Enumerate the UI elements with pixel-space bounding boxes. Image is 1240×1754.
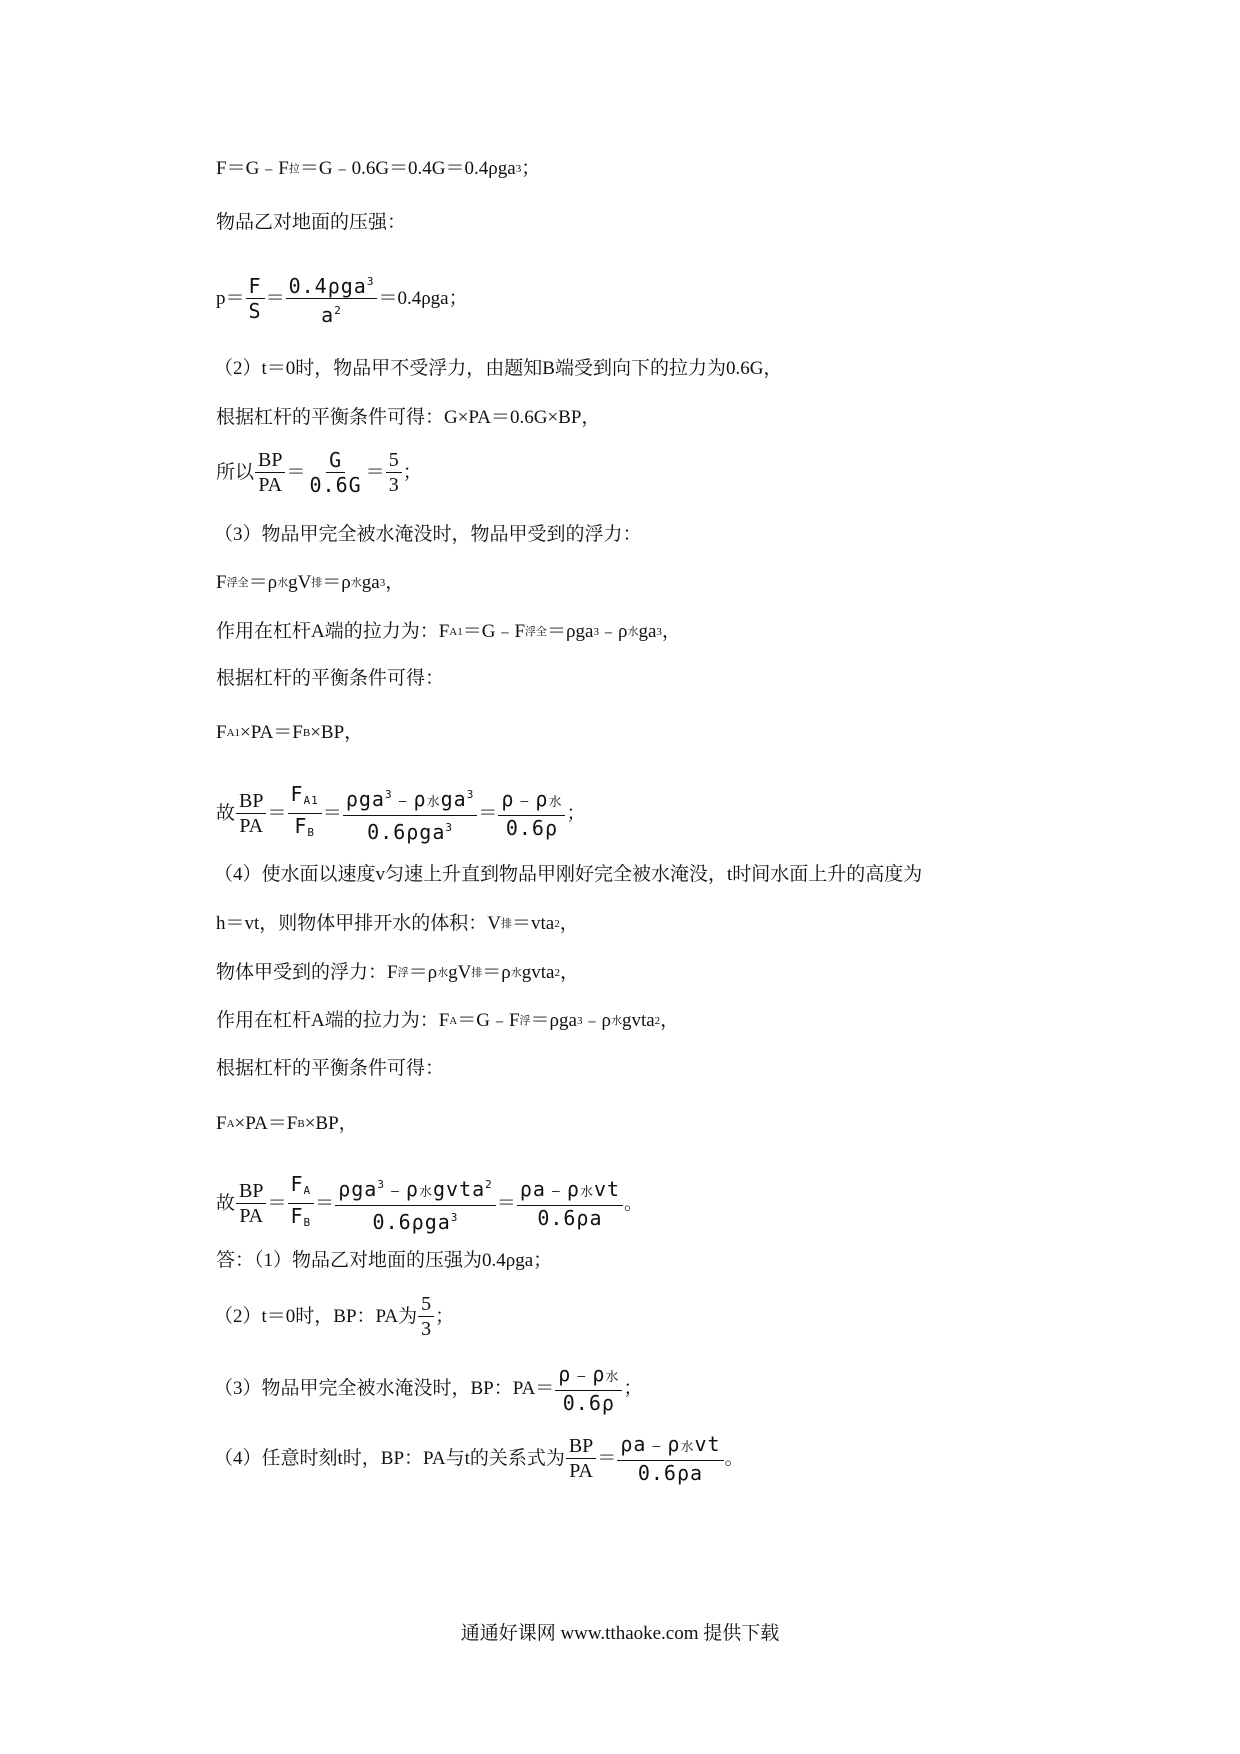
- text: （3）物品甲完全被水淹没时，BP：PA＝: [214, 1377, 555, 1399]
- fraction: [288, 1172, 315, 1235]
- text: gV: [288, 572, 312, 593]
- fraction: [335, 1173, 496, 1234]
- text: 物体甲受到的浮力：F: [216, 962, 398, 983]
- superscript: 3: [576, 1015, 583, 1027]
- subscript: 排: [311, 577, 323, 589]
- footer-source: 通通好课网 www.tthaoke.com 提供下载: [460, 1623, 780, 1644]
- denominator: 3: [388, 474, 399, 496]
- subscript: A: [303, 1184, 312, 1197]
- text: ga: [361, 572, 380, 593]
- fraction: [246, 274, 265, 323]
- paragraph: （3）物品甲完全被水淹没时，物品甲受到的浮力：: [214, 524, 642, 545]
- paragraph: （4）使水面以速度v匀速上升直到物品甲刚好完全被水淹没，t时间水面上升的高度为: [214, 864, 923, 885]
- answer-2: [214, 1292, 454, 1341]
- paragraph: 根据杠杆的平衡条件可得：: [216, 668, 445, 689]
- denominator: PA: [239, 815, 264, 837]
- fraction: [236, 1179, 266, 1228]
- text: F: [290, 782, 304, 806]
- text: 。: [724, 1447, 744, 1469]
- text: ×PA＝F: [234, 1113, 298, 1134]
- fraction: [517, 1177, 623, 1230]
- text: ，: [660, 1010, 680, 1031]
- fraction: [566, 1434, 596, 1483]
- fraction: [255, 448, 285, 497]
- text: ﹣ρ: [392, 787, 427, 811]
- text: ρga: [338, 1177, 378, 1201]
- subscript: 水: [627, 626, 639, 638]
- denominator: [291, 814, 318, 845]
- subscript: 浮全: [525, 626, 548, 638]
- text: ρa﹣ρ: [620, 1432, 681, 1456]
- subscript: 浮: [519, 1015, 531, 1027]
- denominator: PA: [239, 1205, 264, 1227]
- subscript: A1: [449, 626, 463, 638]
- text: 作用在杠杆A端的拉力为：F: [216, 621, 450, 642]
- equation-buoyancy-t: [216, 960, 579, 986]
- fraction: [288, 782, 322, 845]
- numerator: [343, 783, 478, 816]
- text: ×BP，: [304, 1113, 358, 1134]
- text: F: [216, 722, 227, 743]
- denominator: [364, 816, 456, 844]
- text: F: [216, 1113, 227, 1134]
- denominator: 0.6ρ: [505, 816, 558, 840]
- text: ＝: [365, 461, 385, 483]
- subscript: 水: [680, 1440, 695, 1455]
- text: （2）t＝0时，BP：PA为: [214, 1305, 418, 1327]
- text: gvta: [433, 1177, 486, 1201]
- superscript: 3: [515, 163, 522, 175]
- superscript: 2: [654, 1015, 661, 1027]
- text: vt: [694, 1432, 721, 1456]
- text: F: [294, 814, 308, 838]
- text: ＝ρ: [482, 962, 511, 983]
- text: ﹣ρ: [384, 1177, 419, 1201]
- text: ；: [435, 1305, 455, 1327]
- text: ＝ρ: [408, 962, 438, 983]
- numerator: [498, 787, 565, 816]
- superscript: 2: [554, 918, 560, 930]
- text: gvta: [521, 962, 555, 983]
- fraction: [307, 448, 365, 497]
- subscript: 水: [548, 795, 563, 810]
- fraction: [343, 783, 478, 844]
- text: F: [290, 1204, 304, 1228]
- text: ；: [521, 158, 541, 179]
- numerator: [555, 1362, 622, 1391]
- subscript: 水: [418, 1185, 433, 1200]
- superscript: 3: [593, 626, 599, 638]
- subscript: 水: [426, 795, 441, 810]
- paragraph: （2）t＝0时，物品甲不受浮力，由题知B端受到向下的拉力为0.6G，: [214, 358, 783, 379]
- text: ＝ρga: [530, 1010, 577, 1031]
- text: ＝: [265, 287, 285, 309]
- superscript: 3: [366, 275, 375, 288]
- text: ；: [402, 461, 422, 483]
- text: 0.6ρga: [367, 820, 446, 844]
- subscript: A1: [226, 727, 241, 739]
- superscript: 3: [466, 788, 475, 801]
- equation-pull: [216, 619, 681, 645]
- text: 故: [216, 802, 236, 824]
- denominator: [370, 1206, 462, 1234]
- denominator: 0.6ρa: [537, 1206, 603, 1230]
- equation-pressure: [216, 270, 468, 327]
- superscript: 3: [384, 788, 393, 801]
- text: ρa﹣ρ: [519, 1177, 580, 1201]
- subscript: A: [226, 1118, 235, 1130]
- answer-1: 答：（1）物品乙对地面的压强为0.4ρga；: [216, 1250, 553, 1271]
- text: ＝: [267, 1192, 287, 1214]
- denominator: 0.6G: [309, 473, 362, 497]
- equation-pull-t: [216, 1008, 679, 1034]
- subscript: 水: [605, 1370, 620, 1385]
- text: h＝vt，则物体甲排开水的体积：V: [216, 913, 502, 934]
- equation-volume: [216, 911, 579, 937]
- numerator: G: [326, 448, 345, 473]
- numerator: [517, 1177, 623, 1206]
- denominator: PA: [258, 474, 283, 496]
- text: ；: [623, 1377, 643, 1399]
- numerator: [288, 782, 322, 814]
- subscript: 浮: [397, 967, 409, 979]
- text: ，: [560, 962, 580, 983]
- denominator: 3: [421, 1318, 432, 1340]
- numerator: BP: [255, 448, 285, 473]
- fraction: [236, 789, 266, 838]
- text: ，: [559, 913, 579, 934]
- numerator: BP: [236, 1179, 266, 1204]
- denominator: PA: [569, 1460, 593, 1482]
- text: F: [290, 1172, 304, 1196]
- text: 所以: [216, 461, 255, 483]
- text: ＝: [286, 461, 306, 483]
- text: ×BP，: [310, 722, 364, 743]
- text: ＝ρ: [322, 572, 351, 593]
- text: ＝: [597, 1447, 617, 1469]
- equation-ratio-t: [216, 1172, 643, 1235]
- subscript: 水: [350, 577, 362, 589]
- denominator: S: [248, 299, 262, 323]
- text: ga: [440, 787, 467, 811]
- subscript: A1: [303, 794, 319, 807]
- text: 作用在杠杆A端的拉力为：F: [216, 1010, 450, 1031]
- equation-lever: [216, 720, 363, 746]
- numerator: BP: [236, 789, 266, 814]
- numerator: [617, 1432, 723, 1461]
- equation-ratio: [216, 448, 422, 497]
- text: gvta: [621, 1010, 655, 1031]
- superscript: 3: [656, 626, 662, 638]
- fraction: [286, 270, 378, 327]
- denominator: [318, 299, 345, 327]
- text: 0.4ρga: [288, 274, 367, 298]
- subscript: 拉: [288, 163, 300, 175]
- numerator: BP: [566, 1434, 596, 1459]
- paragraph: 根据杠杆的平衡条件可得：G×PA＝0.6G×BP，: [216, 407, 601, 428]
- superscript: 2: [554, 967, 560, 979]
- superscript: 2: [485, 1178, 493, 1191]
- subscript: 排: [471, 967, 483, 979]
- fraction: [386, 448, 402, 497]
- superscript: 3: [450, 1211, 459, 1224]
- numerator: [335, 1173, 496, 1206]
- text: ﹣ρ: [582, 1010, 611, 1031]
- equation-lever-t: [216, 1111, 358, 1137]
- subscript: 水: [579, 1185, 594, 1200]
- text: ，: [385, 572, 405, 593]
- numerator: [288, 1172, 315, 1204]
- subscript: 水: [510, 967, 522, 979]
- subscript: B: [302, 727, 311, 739]
- superscript: 2: [334, 304, 342, 317]
- paragraph: 根据杠杆的平衡条件可得：: [216, 1058, 445, 1079]
- text: 故: [216, 1192, 236, 1214]
- text: ＝0.4ρga；: [378, 287, 468, 309]
- answer-3: [214, 1362, 642, 1415]
- text: p＝: [216, 287, 245, 309]
- text: ＝G﹣0.6G＝0.4G＝0.4ρga: [299, 158, 516, 179]
- text: ＝: [315, 1192, 335, 1214]
- superscript: 3: [379, 577, 386, 589]
- denominator: 0.6ρ: [562, 1391, 615, 1415]
- text: gV: [448, 962, 472, 983]
- subscript: B: [297, 1118, 305, 1130]
- text: （4）任意时刻t时，BP：PA与t的关系式为: [214, 1447, 565, 1469]
- subscript: 水: [277, 577, 289, 589]
- text: ρ﹣ρ: [558, 1362, 606, 1386]
- text: ×PA＝F: [240, 722, 303, 743]
- text: ＝: [496, 1192, 516, 1214]
- equation-force: [216, 156, 540, 182]
- text: ga: [638, 621, 657, 642]
- text: ＝: [478, 802, 498, 824]
- subscript: B: [307, 826, 315, 839]
- paragraph: 物品乙对地面的压强：: [216, 212, 407, 233]
- text: ＝G﹣F: [457, 1010, 520, 1031]
- numerator: F: [246, 274, 265, 299]
- text: a: [321, 303, 335, 327]
- numerator: 5: [386, 448, 402, 473]
- denominator: 0.6ρa: [637, 1461, 704, 1485]
- fraction: [418, 1292, 434, 1341]
- text: 。: [624, 1192, 644, 1214]
- answer-4: [214, 1432, 744, 1485]
- text: ＝vta: [512, 913, 555, 934]
- text: ＝G﹣F: [462, 621, 526, 642]
- superscript: 3: [377, 1178, 385, 1191]
- text: ＝: [322, 802, 342, 824]
- subscript: A: [449, 1015, 458, 1027]
- fraction: [498, 787, 565, 840]
- text: vt: [593, 1177, 621, 1201]
- text: ＝: [267, 802, 287, 824]
- text: ρga: [345, 787, 385, 811]
- subscript: 水: [437, 967, 449, 979]
- text: ＝ρ: [248, 572, 278, 593]
- text: F＝G﹣F: [216, 158, 289, 179]
- subscript: B: [303, 1216, 312, 1229]
- text: ﹣ρ: [598, 621, 628, 642]
- text: 0.6ρga: [372, 1210, 451, 1234]
- subscript: 水: [610, 1015, 622, 1027]
- subscript: 排: [501, 918, 513, 930]
- text: ρ﹣ρ: [501, 787, 549, 811]
- equation-ratio-submerged: [216, 782, 585, 845]
- text: ，: [661, 621, 681, 642]
- fraction: [555, 1362, 622, 1415]
- subscript: 浮全: [226, 577, 249, 589]
- text: F: [216, 572, 227, 593]
- fraction: [617, 1432, 723, 1485]
- text: ；: [566, 802, 586, 824]
- text: ＝ρga: [547, 621, 594, 642]
- equation-buoyancy: [216, 570, 404, 596]
- numerator: [286, 270, 378, 299]
- numerator: 5: [418, 1292, 434, 1317]
- superscript: 3: [445, 821, 454, 834]
- denominator: [288, 1204, 315, 1235]
